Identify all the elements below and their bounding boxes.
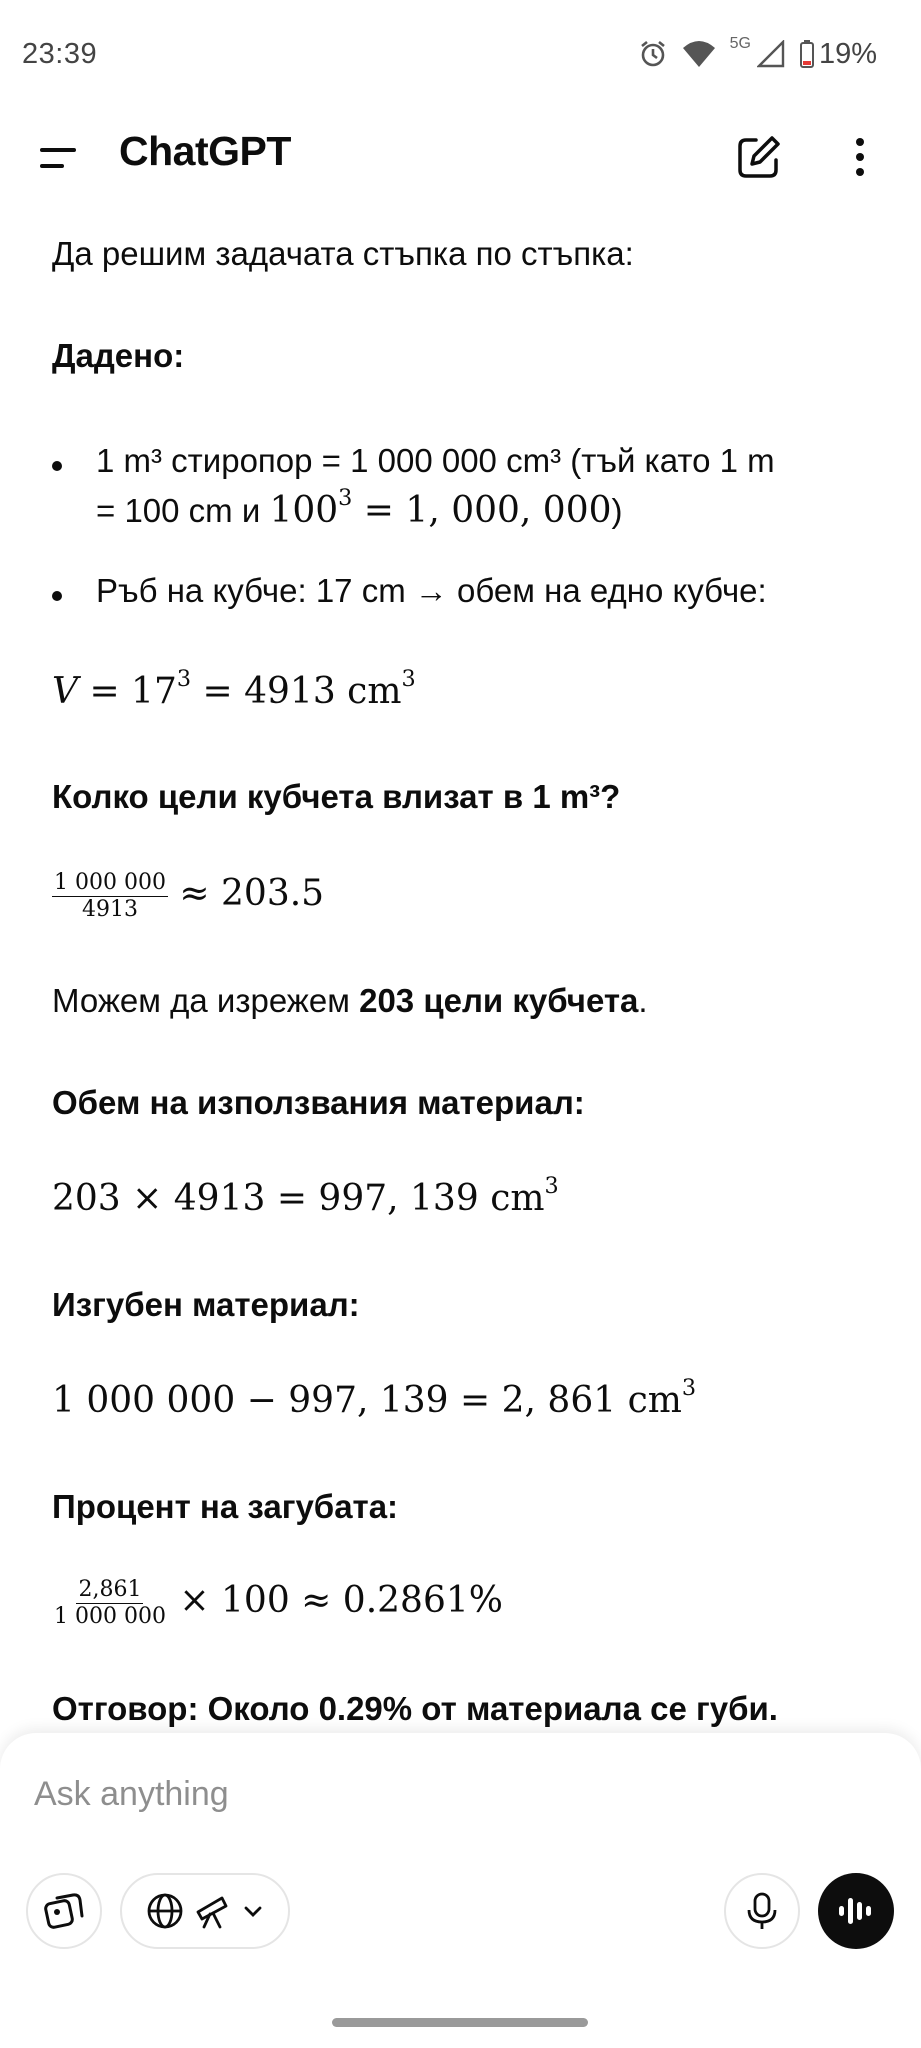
loss-percent-heading: Процент на загубата: <box>52 1488 399 1525</box>
network-type: 5G <box>729 35 751 52</box>
bullet-item-1-line-2: = 100 cm и $100^3 = 1$, 000, 000) <box>96 485 623 531</box>
answer-text: Отговор: Около 0.29% от материала се губи. <box>52 1690 778 1727</box>
fraction: $\frac{1 000 000}{4913}$ <box>54 870 166 922</box>
status-time: 23:39 <box>22 37 98 70</box>
intro-text: Да решим задачата стъпка по стъпка: <box>52 235 634 272</box>
lost-material-formula: 1 000 000 − 997, 139 = 2, 861 $cm^3$ <box>52 1375 697 1421</box>
status-bar <box>0 0 921 108</box>
lost-material-heading: Изгубен материал: <box>52 1286 360 1323</box>
used-material-formula: 203 × 4913 = 997, 139 $cm^3$ <box>52 1173 559 1219</box>
given-heading: Дадено: <box>52 337 185 374</box>
bullet-1-math: $100^3 = 1$, 000, 000 <box>269 485 612 531</box>
status-icons <box>638 35 877 71</box>
app-title: ChatGPT <box>119 128 291 174</box>
bullet-dot <box>52 591 62 601</box>
more-options-button[interactable] <box>848 132 872 182</box>
new-chat-icon <box>734 132 784 182</box>
prompt-input[interactable]: Ask anything <box>34 1775 229 1813</box>
app-bar <box>0 108 921 208</box>
alarm-icon <box>638 39 668 69</box>
tools-button[interactable] <box>120 1873 290 1949</box>
used-material-heading: Обем на използвания материал: <box>52 1084 585 1121</box>
menu-button[interactable] <box>40 142 80 174</box>
cubes-fraction: $\frac{1 000 000}{4913}$ ≈ 203.5 <box>54 870 325 922</box>
battery-percent: 19% <box>818 37 877 70</box>
cut-text: Можем да изрежем 203 цели кубчета. <box>52 982 648 1019</box>
loss-percent-formula: $\frac{2,861}{1 000 000}$ × 100 ≈ 0.2861% <box>54 1577 503 1629</box>
voice-mode-button[interactable] <box>818 1873 894 1949</box>
chevron-down-icon <box>242 1900 264 1922</box>
signal-icon <box>757 40 785 68</box>
menu-icon <box>40 142 80 174</box>
bullet-1-prefix: = 100 cm и <box>96 492 261 529</box>
more-vertical-icon <box>848 132 872 182</box>
new-chat-button[interactable] <box>734 132 784 182</box>
bullet-dot <box>52 461 62 471</box>
volume-formula: $V = 17^3 = 4913$ $cm^3$ <box>52 666 416 712</box>
bullet-item-2: Ръб на кубче: 17 cm → обем на едно кубче: <box>96 572 767 609</box>
attach-image-icon <box>43 1890 85 1932</box>
dictate-button[interactable] <box>724 1873 800 1949</box>
wifi-icon <box>682 40 716 68</box>
voice-mode-icon <box>836 1893 876 1929</box>
battery-icon <box>799 39 815 69</box>
globe-icon <box>146 1892 184 1930</box>
cubes-heading: Колко цели кубчета влизат в 1 m³? <box>52 778 621 815</box>
fraction: $\frac{2,861}{1 000 000}$ <box>54 1577 166 1629</box>
attach-button[interactable] <box>26 1873 102 1949</box>
composer <box>0 1733 921 2048</box>
telescope-icon <box>194 1892 232 1930</box>
home-indicator[interactable] <box>332 2018 588 2027</box>
bullet-item-1-line-1: 1 m³ стиропор = 1 000 000 cm³ (тъй като 1 m <box>96 442 775 479</box>
mic-icon <box>744 1891 780 1931</box>
